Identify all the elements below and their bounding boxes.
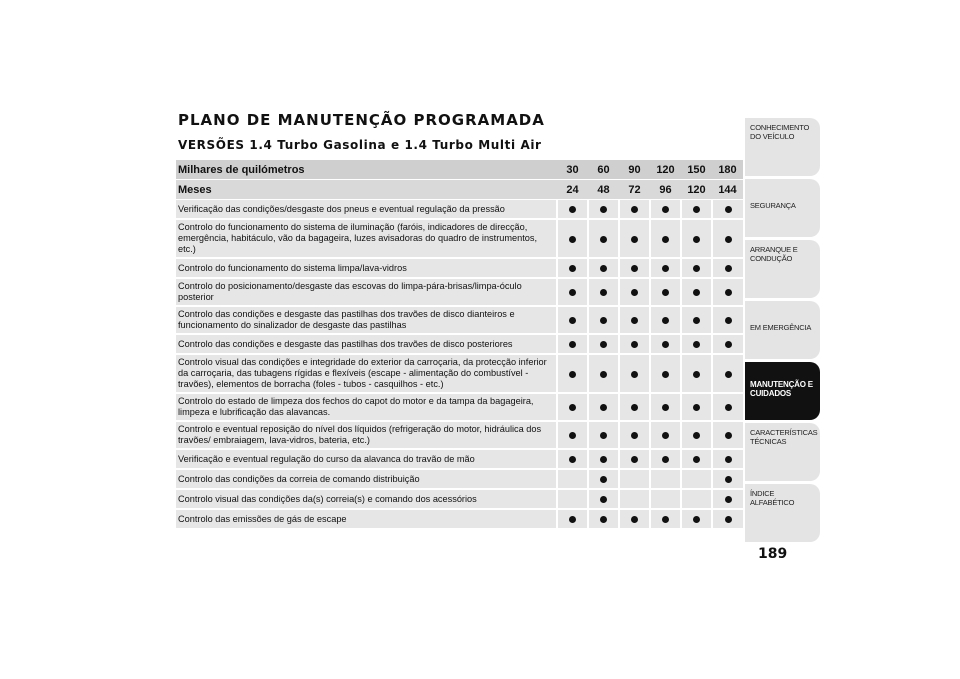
scheduled-dot-icon xyxy=(725,236,732,243)
scheduled-dot-icon xyxy=(662,516,669,523)
interval-cell xyxy=(588,421,619,449)
scheduled-dot-icon xyxy=(569,516,576,523)
scheduled-dot-icon xyxy=(693,404,700,411)
interval-cell xyxy=(681,334,712,354)
scheduled-dot-icon xyxy=(600,206,607,213)
table-row xyxy=(176,449,743,469)
table-row xyxy=(176,278,743,306)
scheduled-dot-icon xyxy=(600,496,607,503)
interval-cell xyxy=(619,278,650,306)
scheduled-dot-icon xyxy=(693,456,700,463)
interval-cell xyxy=(619,334,650,354)
interval-cell xyxy=(588,334,619,354)
interval-cell xyxy=(681,200,712,220)
interval-cell xyxy=(712,421,743,449)
scheduled-dot-icon xyxy=(569,432,576,439)
interval-cell xyxy=(650,200,681,220)
scheduled-dot-icon xyxy=(662,236,669,243)
table-row xyxy=(176,489,743,509)
header-km-value: 180 xyxy=(712,160,743,180)
scheduled-dot-icon xyxy=(693,432,700,439)
scheduled-dot-icon xyxy=(631,289,638,296)
header-months-value: 72 xyxy=(619,180,650,200)
task-description: Verificação e eventual regulação do curso da alavanca do travão de mão xyxy=(176,449,557,469)
table-row xyxy=(176,354,743,393)
scheduled-dot-icon xyxy=(662,371,669,378)
interval-cell xyxy=(588,306,619,334)
interval-cell xyxy=(681,258,712,278)
page-title: PLANO DE MANUTENÇÃO PROGRAMADA xyxy=(178,111,545,129)
table-row xyxy=(176,393,743,421)
scheduled-dot-icon xyxy=(569,456,576,463)
interval-cell xyxy=(619,306,650,334)
interval-cell xyxy=(681,421,712,449)
interval-cell xyxy=(650,334,681,354)
header-km-value: 150 xyxy=(681,160,712,180)
scheduled-dot-icon xyxy=(631,432,638,439)
scheduled-dot-icon xyxy=(569,341,576,348)
task-description: Controlo do funcionamento do sistema limpa/lava-vidros xyxy=(176,258,557,278)
header-km-value: 120 xyxy=(650,160,681,180)
scheduled-dot-icon xyxy=(662,317,669,324)
interval-cell xyxy=(681,278,712,306)
interval-cell xyxy=(588,489,619,509)
interval-cell xyxy=(557,421,588,449)
scheduled-dot-icon xyxy=(569,206,576,213)
interval-cell xyxy=(712,354,743,393)
interval-cell xyxy=(712,509,743,529)
chapter-tab[interactable]: MANUTENÇÃO E CUIDADOS xyxy=(745,362,820,420)
task-description: Controlo e eventual reposição do nível dos líquidos (refrigeração do motor, hidráulica dos travões/ embraiagem, lava-vidros, bateria, etc.) xyxy=(176,421,557,449)
scheduled-dot-icon xyxy=(569,317,576,324)
interval-cell xyxy=(619,469,650,489)
scheduled-dot-icon xyxy=(725,476,732,483)
header-months-value: 120 xyxy=(681,180,712,200)
scheduled-dot-icon xyxy=(631,206,638,213)
scheduled-dot-icon xyxy=(631,516,638,523)
scheduled-dot-icon xyxy=(693,289,700,296)
scheduled-dot-icon xyxy=(631,265,638,272)
task-description: Controlo do estado de limpeza dos fechos do capot do motor e da tampa da bagageira, limpeza e lubrificação das alavancas. xyxy=(176,393,557,421)
interval-cell xyxy=(712,449,743,469)
page-number: 189 xyxy=(758,546,788,562)
interval-cell xyxy=(588,509,619,529)
scheduled-dot-icon xyxy=(662,432,669,439)
interval-cell xyxy=(681,469,712,489)
header-km-value: 60 xyxy=(588,160,619,180)
interval-cell xyxy=(681,306,712,334)
interval-cell xyxy=(557,334,588,354)
interval-cell xyxy=(619,258,650,278)
interval-cell xyxy=(557,258,588,278)
header-months-value: 96 xyxy=(650,180,681,200)
scheduled-dot-icon xyxy=(569,236,576,243)
chapter-tab[interactable]: SEGURANÇA xyxy=(745,179,820,237)
table-row xyxy=(176,219,743,258)
scheduled-dot-icon xyxy=(569,371,576,378)
interval-cell xyxy=(681,449,712,469)
interval-cell xyxy=(650,449,681,469)
scheduled-dot-icon xyxy=(631,456,638,463)
interval-cell xyxy=(588,278,619,306)
chapter-tab[interactable]: ÍNDICE ALFABÉTICO xyxy=(745,484,820,542)
chapter-tab[interactable]: EM EMERGÊNCIA xyxy=(745,301,820,359)
scheduled-dot-icon xyxy=(725,456,732,463)
interval-cell xyxy=(681,219,712,258)
interval-cell xyxy=(588,469,619,489)
interval-cell xyxy=(588,354,619,393)
scheduled-dot-icon xyxy=(600,432,607,439)
scheduled-dot-icon xyxy=(600,236,607,243)
interval-cell xyxy=(681,509,712,529)
scheduled-dot-icon xyxy=(631,341,638,348)
scheduled-dot-icon xyxy=(662,404,669,411)
header-months-value: 48 xyxy=(588,180,619,200)
scheduled-dot-icon xyxy=(662,341,669,348)
task-description: Controlo do posicionamento/desgaste das escovas do limpa-pára-brisas/limpa-óculo posterior xyxy=(176,278,557,306)
interval-cell xyxy=(650,421,681,449)
scheduled-dot-icon xyxy=(600,456,607,463)
interval-cell xyxy=(712,334,743,354)
scheduled-dot-icon xyxy=(725,289,732,296)
interval-cell xyxy=(619,449,650,469)
chapter-tab[interactable]: CARACTERÍSTICAS TÉCNICAS xyxy=(745,423,820,481)
scheduled-dot-icon xyxy=(725,317,732,324)
scheduled-dot-icon xyxy=(600,516,607,523)
interval-cell xyxy=(557,449,588,469)
header-row-km xyxy=(176,160,743,180)
scheduled-dot-icon xyxy=(600,317,607,324)
task-description: Verificação das condições/desgaste dos pneus e eventual regulação da pressão xyxy=(176,200,557,220)
task-description: Controlo visual das condições e integridade do exterior da carroçaria, da protecção inferior da carroçaria, das tubagens rígidas e flexíveis (escape - alimentação do combustível - travões), elementos de borracha (foles - tubos - casquilhos - etc.) xyxy=(176,354,557,393)
interval-cell xyxy=(712,489,743,509)
task-description: Controlo das condições e desgaste das pastilhas dos travões de disco dianteiros e funcionamento do sinalizador de desgaste das pastilhas xyxy=(176,306,557,334)
interval-cell xyxy=(650,258,681,278)
scheduled-dot-icon xyxy=(693,341,700,348)
chapter-tab[interactable]: ARRANQUE E CONDUÇÃO xyxy=(745,240,820,298)
interval-cell xyxy=(557,200,588,220)
interval-cell xyxy=(588,449,619,469)
scheduled-dot-icon xyxy=(631,371,638,378)
scheduled-dot-icon xyxy=(725,265,732,272)
scheduled-dot-icon xyxy=(600,289,607,296)
scheduled-dot-icon xyxy=(693,265,700,272)
interval-cell xyxy=(650,489,681,509)
scheduled-dot-icon xyxy=(725,496,732,503)
interval-cell xyxy=(650,278,681,306)
chapter-tab[interactable]: CONHECIMENTO DO VEÍCULO xyxy=(745,118,820,176)
scheduled-dot-icon xyxy=(693,236,700,243)
scheduled-dot-icon xyxy=(569,265,576,272)
header-km-label: Milhares de quilómetros xyxy=(176,160,557,180)
task-description: Controlo das emissões de gás de escape xyxy=(176,509,557,529)
scheduled-dot-icon xyxy=(693,206,700,213)
scheduled-dot-icon xyxy=(569,289,576,296)
interval-cell xyxy=(557,306,588,334)
interval-cell xyxy=(588,393,619,421)
scheduled-dot-icon xyxy=(631,404,638,411)
interval-cell xyxy=(619,421,650,449)
interval-cell xyxy=(557,509,588,529)
scheduled-dot-icon xyxy=(725,404,732,411)
interval-cell xyxy=(619,509,650,529)
scheduled-dot-icon xyxy=(662,289,669,296)
scheduled-dot-icon xyxy=(693,317,700,324)
scheduled-dot-icon xyxy=(600,265,607,272)
scheduled-dot-icon xyxy=(600,404,607,411)
interval-cell xyxy=(650,509,681,529)
interval-cell xyxy=(650,306,681,334)
header-months-value: 24 xyxy=(557,180,588,200)
header-km-value: 30 xyxy=(557,160,588,180)
interval-cell xyxy=(681,393,712,421)
scheduled-dot-icon xyxy=(725,432,732,439)
interval-cell xyxy=(650,469,681,489)
interval-cell xyxy=(712,306,743,334)
scheduled-dot-icon xyxy=(693,371,700,378)
header-km-value: 90 xyxy=(619,160,650,180)
interval-cell xyxy=(619,200,650,220)
header-months-value: 144 xyxy=(712,180,743,200)
interval-cell xyxy=(557,469,588,489)
scheduled-dot-icon xyxy=(569,404,576,411)
task-description: Controlo das condições da correia de comando distribuição xyxy=(176,469,557,489)
scheduled-dot-icon xyxy=(693,516,700,523)
chapter-tabs xyxy=(745,118,820,545)
scheduled-dot-icon xyxy=(662,456,669,463)
interval-cell xyxy=(557,354,588,393)
interval-cell xyxy=(650,219,681,258)
header-months-label: Meses xyxy=(176,180,557,200)
interval-cell xyxy=(588,219,619,258)
scheduled-dot-icon xyxy=(725,206,732,213)
interval-cell xyxy=(557,489,588,509)
interval-cell xyxy=(712,393,743,421)
task-description: Controlo das condições e desgaste das pastilhas dos travões de disco posteriores xyxy=(176,334,557,354)
table-row xyxy=(176,306,743,334)
interval-cell xyxy=(712,278,743,306)
table-row xyxy=(176,509,743,529)
page-subtitle: VERSÕES 1.4 Turbo Gasolina e 1.4 Turbo Multi Air xyxy=(178,138,542,152)
interval-cell xyxy=(681,489,712,509)
scheduled-dot-icon xyxy=(631,317,638,324)
scheduled-dot-icon xyxy=(725,371,732,378)
interval-cell xyxy=(712,469,743,489)
table-row xyxy=(176,469,743,489)
scheduled-dot-icon xyxy=(600,341,607,348)
interval-cell xyxy=(650,393,681,421)
table-row xyxy=(176,421,743,449)
table-row xyxy=(176,200,743,220)
scheduled-dot-icon xyxy=(600,476,607,483)
table-row xyxy=(176,334,743,354)
interval-cell xyxy=(619,354,650,393)
scheduled-dot-icon xyxy=(725,516,732,523)
maintenance-table xyxy=(176,160,743,530)
interval-cell xyxy=(619,219,650,258)
interval-cell xyxy=(588,200,619,220)
task-description: Controlo do funcionamento do sistema de iluminação (faróis, indicadores de direcção, emergência, habitáculo, vão da bagageira, luzes avisadoras do quadro de instrumentos, etc.) xyxy=(176,219,557,258)
interval-cell xyxy=(712,219,743,258)
interval-cell xyxy=(619,489,650,509)
scheduled-dot-icon xyxy=(662,265,669,272)
interval-cell xyxy=(557,219,588,258)
task-description: Controlo visual das condições da(s) correia(s) e comando dos acessórios xyxy=(176,489,557,509)
interval-cell xyxy=(557,393,588,421)
header-row-months xyxy=(176,180,743,200)
scheduled-dot-icon xyxy=(631,236,638,243)
scheduled-dot-icon xyxy=(725,341,732,348)
interval-cell xyxy=(681,354,712,393)
table-row xyxy=(176,258,743,278)
interval-cell xyxy=(712,258,743,278)
interval-cell xyxy=(557,278,588,306)
scheduled-dot-icon xyxy=(662,206,669,213)
interval-cell xyxy=(588,258,619,278)
scheduled-dot-icon xyxy=(600,371,607,378)
interval-cell xyxy=(712,200,743,220)
interval-cell xyxy=(619,393,650,421)
interval-cell xyxy=(650,354,681,393)
